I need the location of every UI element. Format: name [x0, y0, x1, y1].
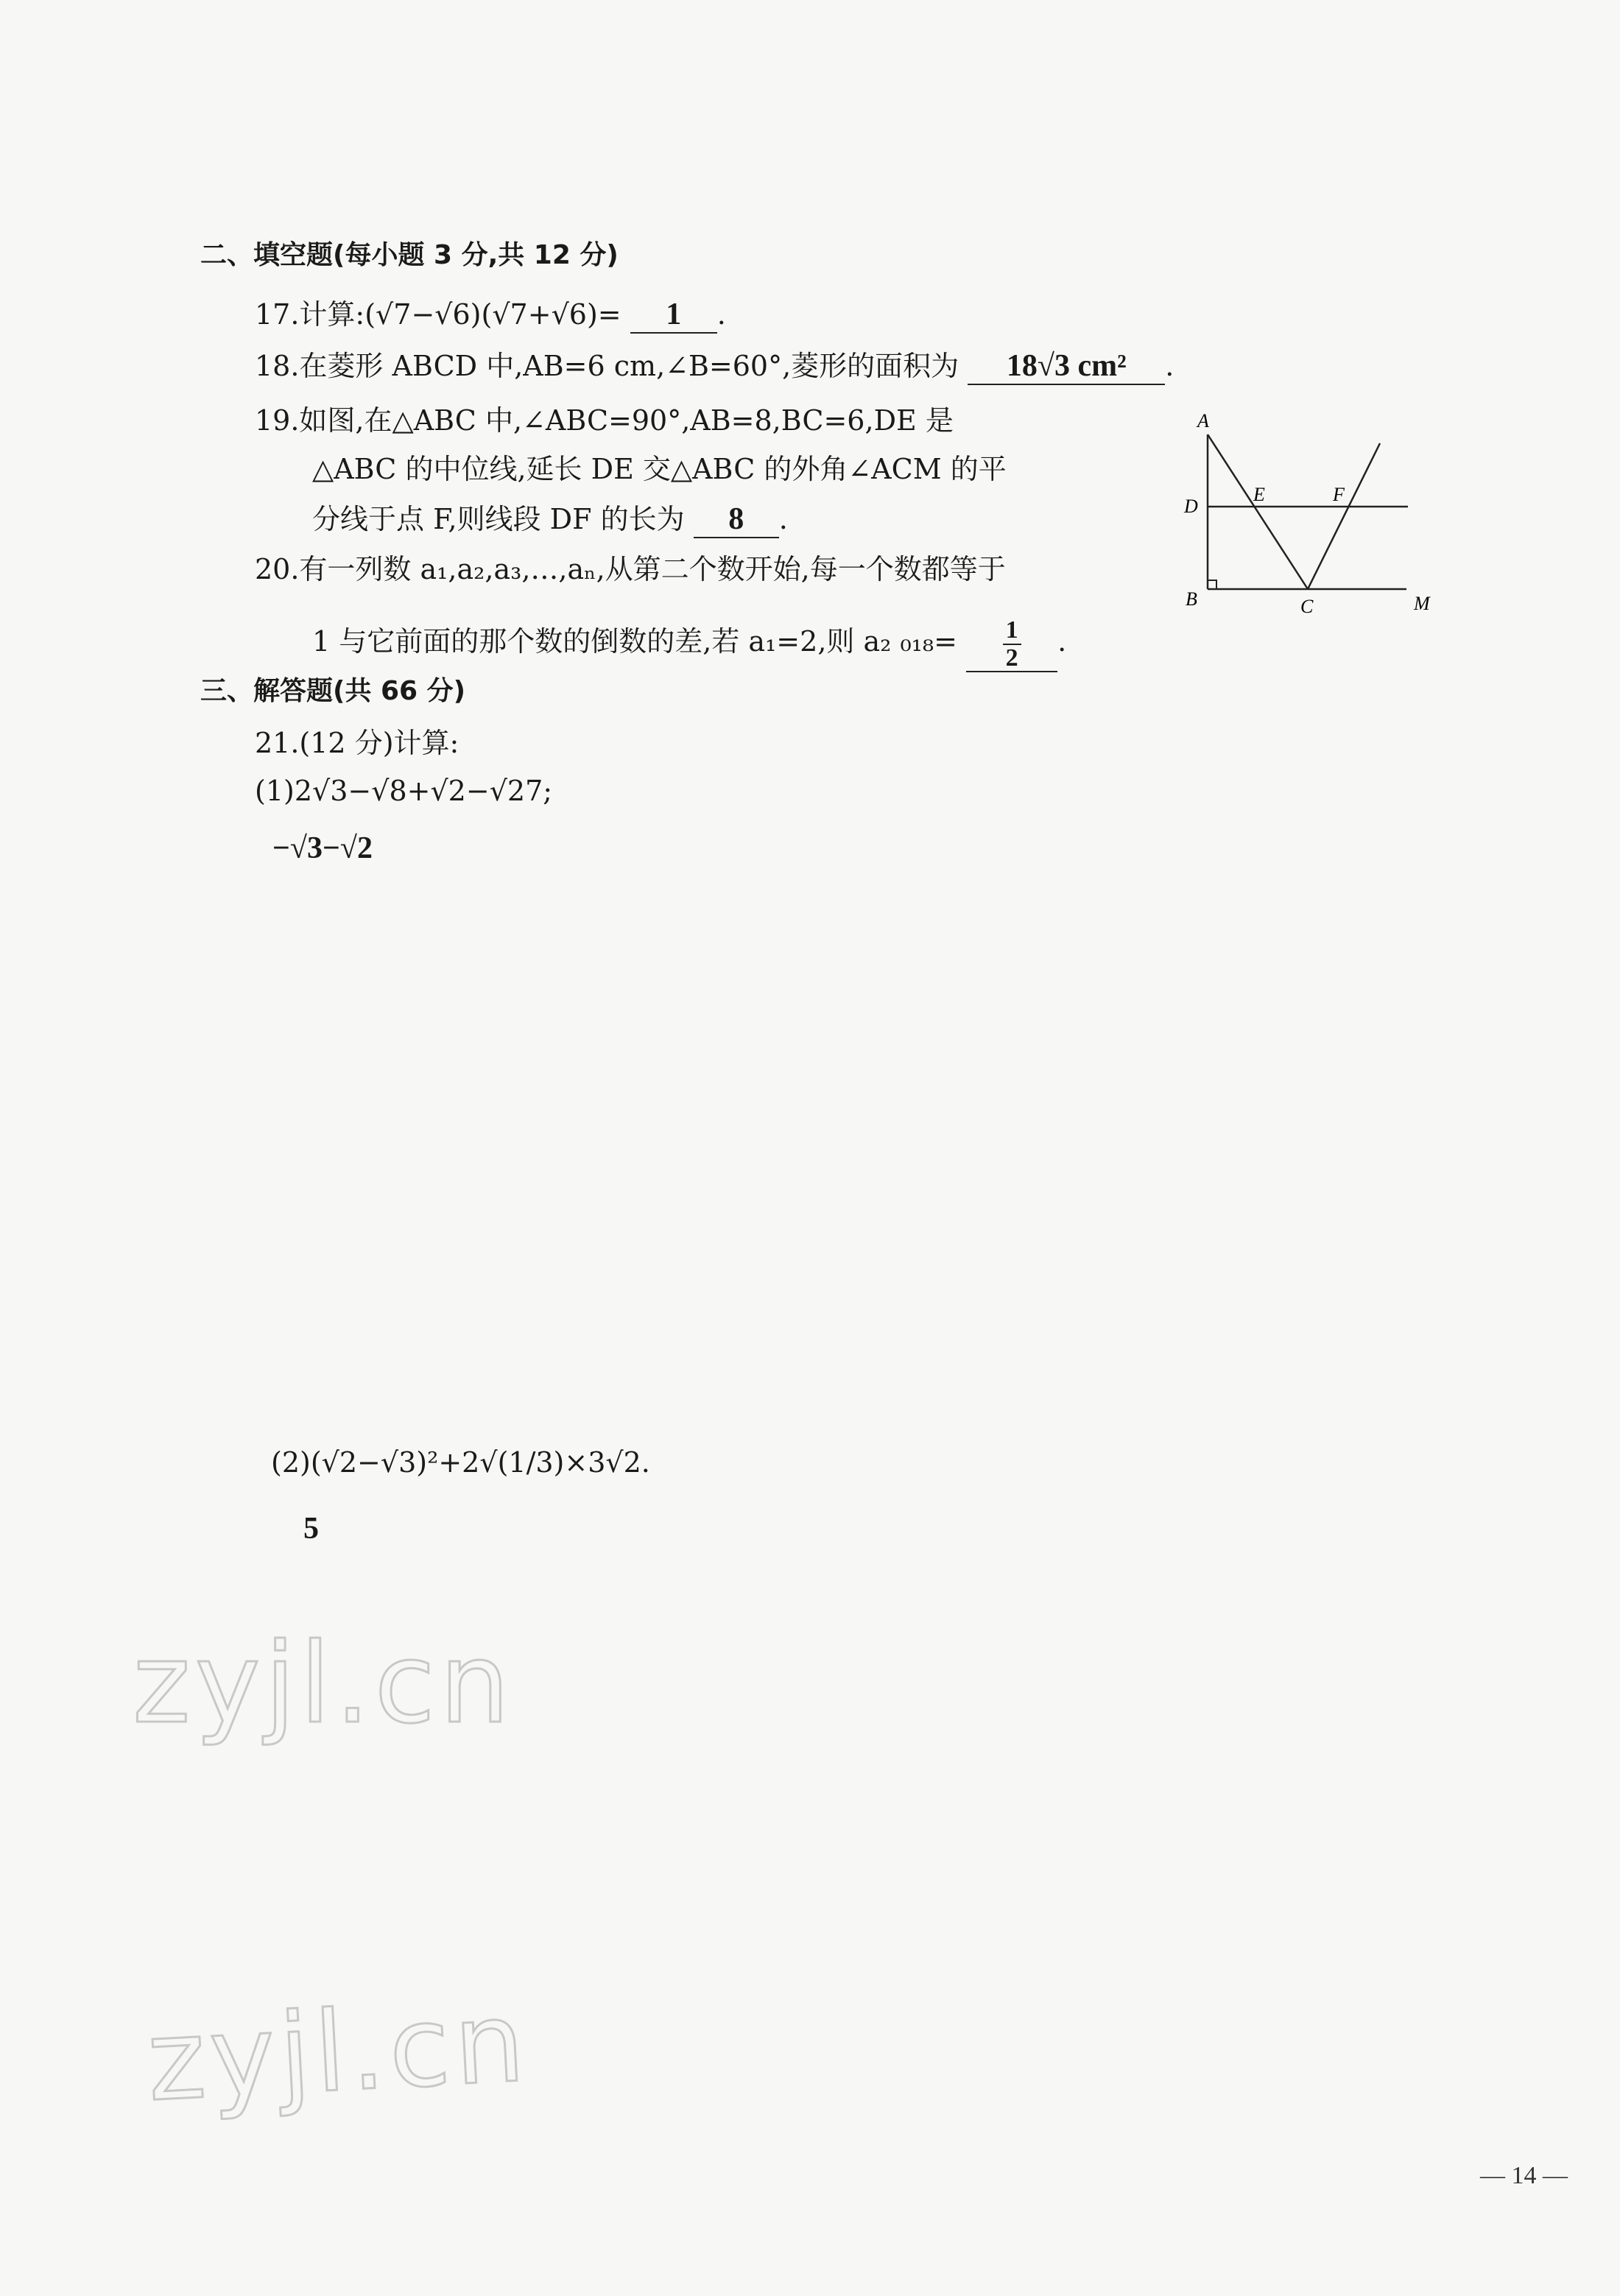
question-21-part-1: (1)2√3−√8+√2−√27;	[255, 775, 553, 807]
section-2-title: 二、填空题(每小题 3 分,共 12 分)	[200, 240, 619, 270]
q20-answer-numerator: 1	[1003, 617, 1021, 645]
q17-prefix: 17.计算:(√7−√6)(√7+√6)=	[255, 298, 621, 331]
q20-prefix: 1 与它前面的那个数的倒数的差,若 a₁=2,则 a₂ ₀₁₈=	[312, 625, 957, 658]
label-d: D	[1184, 496, 1198, 517]
question-19-line-3	[312, 496, 788, 538]
q19-suffix: .	[778, 503, 788, 535]
segment-ac	[1208, 434, 1308, 589]
q18-answer: 18√3 cm²	[1006, 349, 1127, 383]
q18-prefix: 18.在菱形 ABCD 中,AB=6 cm,∠B=60°,菱形的面积为	[255, 350, 959, 382]
q18-suffix: .	[1165, 350, 1174, 382]
q17-suffix: .	[716, 298, 726, 331]
q18-answer-blank	[968, 348, 1165, 385]
section-3-title: 三、解答题(共 66 分)	[200, 676, 466, 706]
question-18	[255, 343, 1174, 385]
question-21-header: 21.(12 分)计算:	[255, 727, 459, 759]
segment-cf	[1308, 443, 1380, 589]
q19-answer-blank	[694, 501, 779, 538]
q20-answer-denominator: 2	[1005, 644, 1018, 672]
q20-answer-fraction	[1003, 617, 1021, 671]
watermark-2: zyjl.cn	[144, 1978, 532, 2127]
question-21-part-2-answer: 5	[303, 1512, 319, 1546]
label-b: B	[1186, 588, 1197, 610]
label-f: F	[1333, 484, 1345, 505]
question-21-part-1-answer: −√3−√2	[272, 831, 373, 865]
page-number: — 14 —	[1480, 2162, 1568, 2189]
label-m: M	[1414, 593, 1430, 614]
watermark-1: zyjl.cn	[133, 1620, 515, 1748]
triangle-figure	[1171, 398, 1451, 626]
q19-prefix: 分线于点 F,则线段 DF 的长为	[312, 503, 685, 535]
q19-answer: 8	[728, 502, 744, 536]
question-20-line-1: 20.有一列数 a₁,a₂,a₃,…,aₙ,从第二个数开始,每一个数都等于	[255, 553, 1006, 585]
label-a: A	[1197, 410, 1209, 432]
right-angle-mark	[1208, 580, 1216, 589]
q17-answer: 1	[666, 297, 682, 331]
q20-suffix: .	[1057, 625, 1067, 658]
question-17	[255, 292, 726, 334]
question-19-line-2: △ABC 的中位线,延长 DE 交△ABC 的外角∠ACM 的平	[312, 453, 1007, 485]
question-19-line-1: 19.如图,在△ABC 中,∠ABC=90°,AB=8,BC=6,DE 是	[255, 404, 954, 437]
label-c: C	[1300, 596, 1314, 617]
question-20-line-2	[312, 617, 1066, 672]
q17-answer-blank	[630, 297, 717, 334]
question-21-part-2: (2)(√2−√3)²+2√(1/3)×3√2.	[271, 1446, 650, 1479]
q20-answer-blank	[966, 617, 1057, 672]
label-e: E	[1253, 484, 1265, 505]
